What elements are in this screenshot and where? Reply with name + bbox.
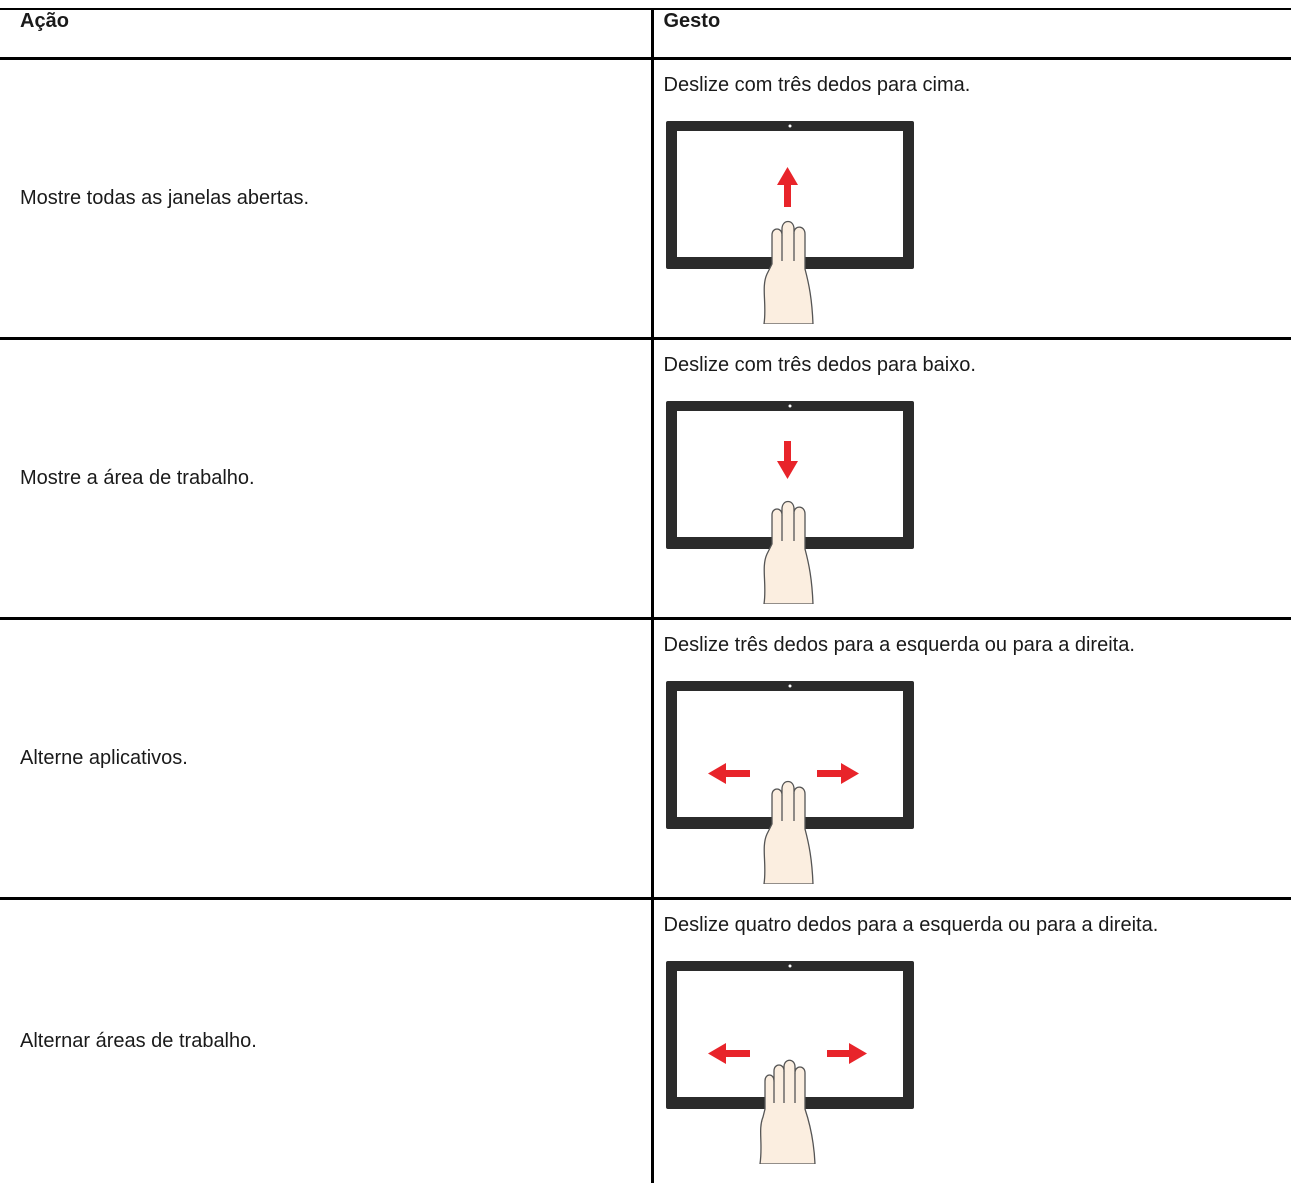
gesture-table — [0, 8, 1291, 1183]
gesture-description: Deslize três dedos para a esquerda ou para a direita. — [663, 633, 1135, 656]
camera-dot — [788, 404, 791, 407]
gesture-cell — [652, 338, 1291, 618]
gesture-description: Deslize quatro dedos para a esquerda ou para a direita. — [663, 913, 1159, 936]
table-row — [0, 338, 1291, 618]
camera-dot — [788, 684, 791, 687]
header-gesture: Gesto — [652, 9, 1291, 58]
table-row — [0, 618, 1291, 898]
gesture-description: Deslize com três dedos para cima. — [663, 73, 971, 96]
action-cell: Mostre a área de trabalho. — [20, 466, 255, 489]
four-finger-swipe-sideways-icon — [664, 959, 924, 1164]
camera-dot — [788, 124, 791, 127]
gesture-cell — [652, 618, 1291, 898]
action-cell: Alterne aplicativos. — [20, 746, 188, 769]
camera-dot — [788, 964, 791, 967]
action-cell: Mostre todas as janelas abertas. — [20, 186, 310, 209]
three-finger-swipe-up-icon — [664, 119, 924, 324]
gesture-cell — [652, 898, 1291, 1183]
gesture-cell — [652, 58, 1291, 338]
three-finger-swipe-down-icon — [664, 399, 924, 604]
three-finger-swipe-sideways-icon — [664, 679, 924, 884]
table-header-row — [0, 9, 1291, 58]
gesture-description: Deslize com três dedos para baixo. — [663, 353, 976, 376]
table-row — [0, 58, 1291, 338]
action-cell: Alternar áreas de trabalho. — [20, 1029, 257, 1052]
header-action: Ação — [20, 10, 69, 32]
table-row — [0, 898, 1291, 1183]
